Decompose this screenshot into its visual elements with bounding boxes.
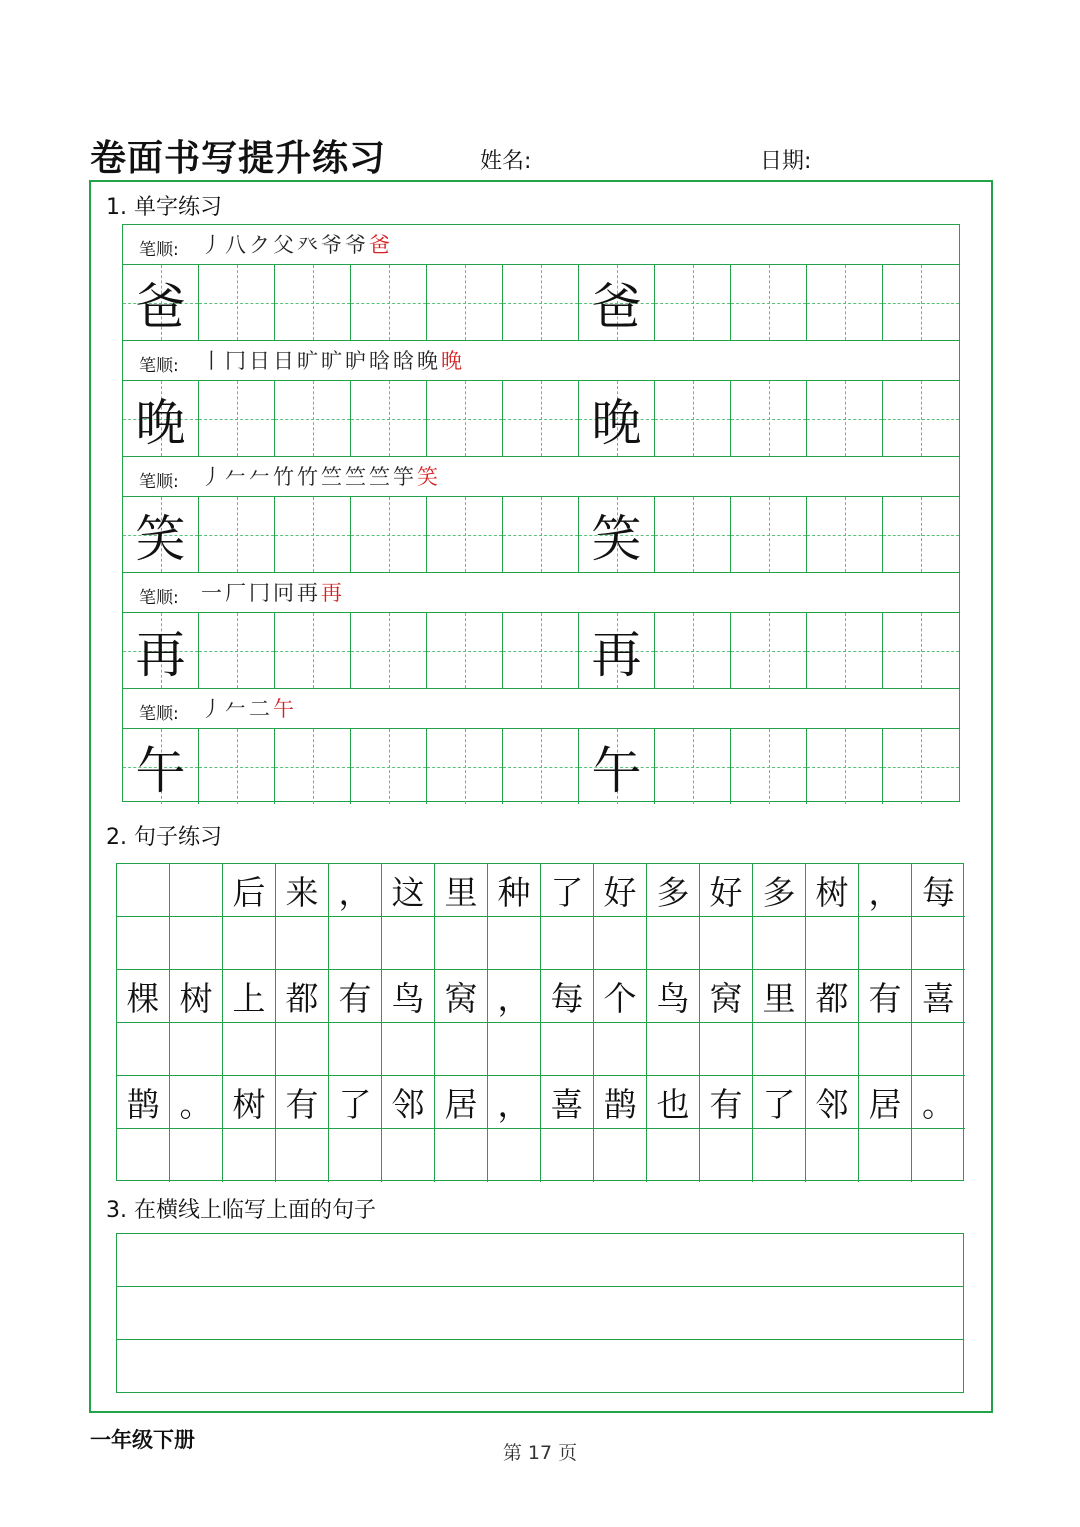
model-character: 晚: [135, 393, 186, 452]
practice-cell[interactable]: [883, 729, 959, 804]
page-number: 第 17 页: [502, 1442, 578, 1464]
sentence-write-cell[interactable]: [594, 917, 647, 970]
sentence-char-cell: 多: [753, 864, 806, 917]
practice-cell[interactable]: [883, 265, 959, 340]
practice-cell[interactable]: [503, 613, 579, 688]
practice-cell[interactable]: [199, 497, 275, 572]
practice-cell[interactable]: [807, 613, 883, 688]
char-practice-row: [123, 729, 959, 805]
stroke-step: 笑: [417, 465, 441, 489]
guide-line-vertical: [389, 497, 390, 572]
practice-cell: [579, 729, 655, 804]
practice-cell[interactable]: [351, 497, 427, 572]
practice-cell[interactable]: [427, 381, 503, 456]
sentence-write-cell[interactable]: [594, 1023, 647, 1076]
sentence-char-cell: ，: [488, 970, 541, 1023]
guide-line-vertical: [237, 613, 238, 688]
guide-line-vertical: [465, 729, 466, 804]
guide-line-vertical: [541, 613, 542, 688]
stroke-step: 𠂉: [225, 465, 249, 489]
stroke-step: 晗: [369, 349, 393, 373]
name-label: 姓名:: [480, 149, 532, 174]
guide-line-vertical: [693, 497, 694, 572]
sentence-write-cell[interactable]: [541, 917, 594, 970]
guide-line-vertical: [693, 613, 694, 688]
sentence-char-cell: 里: [753, 970, 806, 1023]
guide-line-vertical: [921, 613, 922, 688]
stroke-step: 𠂉: [249, 465, 273, 489]
practice-cell[interactable]: [883, 497, 959, 572]
sentence-char-cell: 种: [488, 864, 541, 917]
guide-line-vertical: [921, 265, 922, 340]
sentence-write-cell[interactable]: [223, 1023, 276, 1076]
stroke-step: 竽: [393, 465, 417, 489]
guide-line-vertical: [921, 381, 922, 456]
writing-line: [117, 1286, 963, 1287]
sentence-write-cell[interactable]: [912, 917, 965, 970]
practice-cell[interactable]: [655, 497, 731, 572]
stroke-sequence: [201, 693, 297, 723]
sentence-write-cell[interactable]: [541, 1129, 594, 1182]
guide-line-vertical: [313, 497, 314, 572]
guide-line-vertical: [389, 265, 390, 340]
sentence-char-cell: 上: [223, 970, 276, 1023]
sentence-write-cell[interactable]: [594, 1129, 647, 1182]
practice-cell[interactable]: [655, 613, 731, 688]
practice-cell[interactable]: [199, 265, 275, 340]
grade-label: 一年级下册: [90, 1428, 195, 1452]
stroke-step: 再: [321, 581, 345, 605]
stroke-sequence: [201, 345, 465, 375]
sentence-char-cell: [170, 864, 223, 917]
sentence-write-cell[interactable]: [117, 1023, 170, 1076]
stroke-step: 一: [201, 581, 225, 605]
practice-cell[interactable]: [883, 613, 959, 688]
sentence-char-cell: ，: [488, 1076, 541, 1129]
sentence-char-cell: 窝: [700, 970, 753, 1023]
practice-cell: [123, 613, 199, 688]
stroke-step: 丿: [201, 233, 225, 257]
char-practice-row: [123, 381, 959, 457]
sentence-write-cell[interactable]: [117, 917, 170, 970]
stroke-order-label: 笔顺:: [139, 588, 179, 608]
stroke-step: 𠂉: [225, 697, 249, 721]
guide-line-vertical: [313, 265, 314, 340]
stroke-step: 晗: [393, 349, 417, 373]
sentence-write-cell[interactable]: [912, 1129, 965, 1182]
sentence-write-cell[interactable]: [117, 1129, 170, 1182]
sentence-char-cell: 鸟: [647, 970, 700, 1023]
sentence-write-cell[interactable]: [223, 1129, 276, 1182]
practice-cell[interactable]: [427, 497, 503, 572]
sentence-write-cell[interactable]: [859, 917, 912, 970]
practice-cell[interactable]: [655, 729, 731, 804]
guide-line-vertical: [465, 381, 466, 456]
guide-line-vertical: [541, 265, 542, 340]
sentence-char-cell: 窝: [435, 970, 488, 1023]
practice-cell[interactable]: [275, 497, 351, 572]
practice-cell[interactable]: [351, 729, 427, 804]
stroke-step: 昈: [345, 349, 369, 373]
guide-line-vertical: [693, 729, 694, 804]
trace-character: 晚: [591, 393, 642, 452]
sentence-write-cell[interactable]: [382, 1023, 435, 1076]
trace-character: 再: [591, 625, 642, 684]
stroke-order-label: 笔顺:: [139, 240, 179, 260]
guide-line-vertical: [845, 265, 846, 340]
sentence-char-cell: 来: [276, 864, 329, 917]
stroke-step: 丨: [201, 349, 225, 373]
guide-line-vertical: [313, 729, 314, 804]
guide-line-vertical: [769, 381, 770, 456]
sentence-write-cell[interactable]: [647, 917, 700, 970]
sentence-char-cell: 个: [594, 970, 647, 1023]
practice-cell[interactable]: [731, 497, 807, 572]
sentence-write-cell[interactable]: [488, 1129, 541, 1182]
sentence-char-cell: 。: [912, 1076, 965, 1129]
practice-cell[interactable]: [275, 613, 351, 688]
practice-cell[interactable]: [351, 265, 427, 340]
writing-line: [117, 1339, 963, 1340]
practice-cell[interactable]: [427, 729, 503, 804]
practice-cell[interactable]: [427, 265, 503, 340]
practice-cell[interactable]: [655, 265, 731, 340]
model-character: 再: [135, 625, 186, 684]
stroke-sequence: [201, 461, 441, 491]
practice-cell: [123, 265, 199, 340]
sentence-write-cell[interactable]: [541, 1023, 594, 1076]
guide-line-vertical: [237, 729, 238, 804]
guide-line-vertical: [769, 729, 770, 804]
practice-cell[interactable]: [731, 729, 807, 804]
practice-cell[interactable]: [503, 497, 579, 572]
sentence-char-cell: 邻: [806, 1076, 859, 1129]
sentence-char-cell: 都: [806, 970, 859, 1023]
practice-cell[interactable]: [731, 265, 807, 340]
sentence-write-cell[interactable]: [276, 1129, 329, 1182]
section-title-word-practice: 1. 单字练习: [106, 195, 222, 220]
sentence-practice-grid: [116, 863, 964, 1181]
guide-line-vertical: [845, 613, 846, 688]
model-character: 午: [135, 741, 186, 800]
section-title-copy-lines: 3. 在横线上临写上面的句子: [106, 1198, 376, 1223]
copy-lines-box[interactable]: [116, 1233, 964, 1393]
stroke-step: 竹: [273, 465, 297, 489]
practice-cell[interactable]: [351, 613, 427, 688]
stroke-step: 晚: [417, 349, 441, 373]
sentence-char-cell: 了: [541, 864, 594, 917]
sentence-write-cell[interactable]: [912, 1023, 965, 1076]
stroke-order-row: [123, 457, 959, 497]
stroke-step: 冋: [273, 581, 297, 605]
sentence-write-cell[interactable]: [753, 1023, 806, 1076]
stroke-step: 竹: [297, 465, 321, 489]
guide-line-vertical: [693, 381, 694, 456]
practice-cell[interactable]: [503, 729, 579, 804]
trace-character: 笑: [591, 509, 642, 568]
sentence-write-cell[interactable]: [753, 917, 806, 970]
sentence-char-cell: 也: [647, 1076, 700, 1129]
sentence-char-cell: 好: [700, 864, 753, 917]
sentence-write-cell[interactable]: [276, 917, 329, 970]
guide-line-vertical: [313, 613, 314, 688]
practice-cell[interactable]: [199, 729, 275, 804]
guide-line-vertical: [389, 381, 390, 456]
practice-cell: [123, 497, 199, 572]
stroke-order-row: [123, 573, 959, 613]
word-practice-grid: [122, 224, 960, 802]
practice-cell[interactable]: [199, 613, 275, 688]
guide-line-vertical: [465, 613, 466, 688]
practice-cell[interactable]: [655, 381, 731, 456]
sentence-char-cell: 了: [329, 1076, 382, 1129]
sentence-write-cell[interactable]: [859, 1129, 912, 1182]
stroke-step: ク: [249, 233, 273, 257]
sentence-char-cell: 棵: [117, 970, 170, 1023]
guide-line-vertical: [845, 729, 846, 804]
stroke-step: 父: [273, 233, 297, 257]
sentence-char-cell: 树: [806, 864, 859, 917]
practice-cell[interactable]: [275, 729, 351, 804]
guide-line-vertical: [313, 381, 314, 456]
trace-character: 午: [591, 741, 642, 800]
sentence-char-cell: 喜: [912, 970, 965, 1023]
practice-cell[interactable]: [807, 265, 883, 340]
stroke-step: 竺: [369, 465, 393, 489]
guide-line-vertical: [845, 381, 846, 456]
guide-line-vertical: [465, 265, 466, 340]
practice-cell[interactable]: [199, 381, 275, 456]
practice-cell[interactable]: [807, 497, 883, 572]
sentence-write-cell[interactable]: [223, 917, 276, 970]
practice-cell: [123, 729, 199, 804]
stroke-sequence: [201, 229, 393, 259]
practice-cell[interactable]: [731, 381, 807, 456]
sentence-write-cell[interactable]: [435, 1023, 488, 1076]
sentence-char-cell: 鸟: [382, 970, 435, 1023]
sentence-char-cell: 这: [382, 864, 435, 917]
sentence-char-cell: 。: [170, 1076, 223, 1129]
sentence-write-cell[interactable]: [806, 1129, 859, 1182]
sentence-char-cell: 树: [223, 1076, 276, 1129]
stroke-step: 厂: [225, 581, 249, 605]
stroke-step: 旷: [321, 349, 345, 373]
stroke-step: 午: [273, 697, 297, 721]
sentence-char-cell: 有: [700, 1076, 753, 1129]
guide-line-vertical: [541, 381, 542, 456]
sentence-write-cell[interactable]: [859, 1023, 912, 1076]
sentence-char-cell: 有: [276, 1076, 329, 1129]
stroke-step: 再: [297, 581, 321, 605]
stroke-order-label: 笔顺:: [139, 356, 179, 376]
stroke-step: 癶: [297, 233, 321, 257]
guide-line-vertical: [769, 613, 770, 688]
practice-cell: [123, 381, 199, 456]
stroke-step: 丿: [201, 697, 225, 721]
date-label: 日期:: [760, 149, 812, 174]
page-title: 卷面书写提升练习: [90, 138, 387, 179]
sentence-char-cell: 了: [753, 1076, 806, 1129]
guide-line-vertical: [921, 729, 922, 804]
sentence-char-cell: [117, 864, 170, 917]
guide-line-vertical: [389, 613, 390, 688]
stroke-step: 晚: [441, 349, 465, 373]
stroke-order-row: [123, 225, 959, 265]
practice-cell: [579, 613, 655, 688]
sentence-char-cell: 居: [435, 1076, 488, 1129]
sentence-write-cell[interactable]: [700, 917, 753, 970]
model-character: 爸: [135, 277, 186, 336]
practice-cell[interactable]: [351, 381, 427, 456]
guide-line-vertical: [465, 497, 466, 572]
sentence-write-cell[interactable]: [647, 1129, 700, 1182]
stroke-step: 竺: [321, 465, 345, 489]
sentence-char-cell: 每: [912, 864, 965, 917]
stroke-order-label: 笔顺:: [139, 472, 179, 492]
stroke-step: 二: [249, 697, 273, 721]
model-character: 笑: [135, 509, 186, 568]
sentence-write-cell[interactable]: [382, 917, 435, 970]
guide-line-vertical: [389, 729, 390, 804]
stroke-step: 八: [225, 233, 249, 257]
char-practice-row: [123, 265, 959, 341]
sentence-char-cell: ，: [859, 864, 912, 917]
practice-cell[interactable]: [275, 381, 351, 456]
sentence-write-cell[interactable]: [700, 1023, 753, 1076]
sentence-write-cell[interactable]: [806, 917, 859, 970]
sentence-write-cell[interactable]: [488, 917, 541, 970]
stroke-step: 旷: [297, 349, 321, 373]
practice-cell[interactable]: [883, 381, 959, 456]
sentence-write-cell[interactable]: [753, 1129, 806, 1182]
guide-line-vertical: [541, 497, 542, 572]
sentence-write-cell[interactable]: [170, 1129, 223, 1182]
guide-line-vertical: [237, 497, 238, 572]
sentence-char-cell: 鹊: [594, 1076, 647, 1129]
sentence-write-cell[interactable]: [329, 917, 382, 970]
stroke-order-label: 笔顺:: [139, 704, 179, 724]
practice-cell[interactable]: [275, 265, 351, 340]
sentence-write-cell[interactable]: [329, 1023, 382, 1076]
char-practice-row: [123, 613, 959, 689]
sentence-write-cell[interactable]: [382, 1129, 435, 1182]
stroke-step: 爷: [321, 233, 345, 257]
sentence-char-cell: 多: [647, 864, 700, 917]
practice-cell[interactable]: [503, 381, 579, 456]
sentence-write-cell[interactable]: [700, 1129, 753, 1182]
stroke-step: 日: [249, 349, 273, 373]
stroke-sequence: [201, 577, 345, 607]
practice-cell: [579, 497, 655, 572]
sentence-write-cell[interactable]: [170, 917, 223, 970]
sentence-char-cell: 里: [435, 864, 488, 917]
sentence-write-cell[interactable]: [435, 1129, 488, 1182]
stroke-step: 爸: [369, 233, 393, 257]
practice-cell[interactable]: [807, 729, 883, 804]
sentence-char-cell: 邻: [382, 1076, 435, 1129]
stroke-step: 爷: [345, 233, 369, 257]
practice-cell[interactable]: [503, 265, 579, 340]
sentence-write-cell[interactable]: [435, 917, 488, 970]
stroke-step: 日: [273, 349, 297, 373]
guide-line-vertical: [541, 729, 542, 804]
sentence-write-cell[interactable]: [329, 1129, 382, 1182]
practice-cell[interactable]: [427, 613, 503, 688]
sentence-char-cell: 每: [541, 970, 594, 1023]
stroke-step: 冂: [225, 349, 249, 373]
guide-line-vertical: [237, 265, 238, 340]
sentence-write-cell[interactable]: [806, 1023, 859, 1076]
stroke-step: 丿: [201, 465, 225, 489]
practice-cell[interactable]: [807, 381, 883, 456]
guide-line-vertical: [845, 497, 846, 572]
sentence-char-cell: 有: [329, 970, 382, 1023]
stroke-step: 竺: [345, 465, 369, 489]
stroke-order-row: [123, 341, 959, 381]
sentence-write-cell[interactable]: [276, 1023, 329, 1076]
practice-cell: [579, 265, 655, 340]
practice-cell: [579, 381, 655, 456]
sentence-char-cell: 有: [859, 970, 912, 1023]
guide-line-vertical: [769, 497, 770, 572]
sentence-char-cell: ，: [329, 864, 382, 917]
practice-cell[interactable]: [731, 613, 807, 688]
char-practice-row: [123, 497, 959, 573]
sentence-char-cell: 鹊: [117, 1076, 170, 1129]
sentence-char-cell: 好: [594, 864, 647, 917]
sentence-char-cell: 居: [859, 1076, 912, 1129]
sentence-char-cell: 都: [276, 970, 329, 1023]
guide-line-vertical: [769, 265, 770, 340]
guide-line-vertical: [237, 381, 238, 456]
sentence-char-cell: 后: [223, 864, 276, 917]
stroke-order-row: [123, 689, 959, 729]
trace-character: 爸: [591, 277, 642, 336]
guide-line-vertical: [693, 265, 694, 340]
stroke-step: 冂: [249, 581, 273, 605]
sentence-write-cell[interactable]: [488, 1023, 541, 1076]
guide-line-vertical: [921, 497, 922, 572]
sentence-char-cell: 树: [170, 970, 223, 1023]
sentence-write-cell[interactable]: [170, 1023, 223, 1076]
sentence-char-cell: 喜: [541, 1076, 594, 1129]
section-title-sentence-practice: 2. 句子练习: [106, 825, 222, 850]
sentence-write-cell[interactable]: [647, 1023, 700, 1076]
